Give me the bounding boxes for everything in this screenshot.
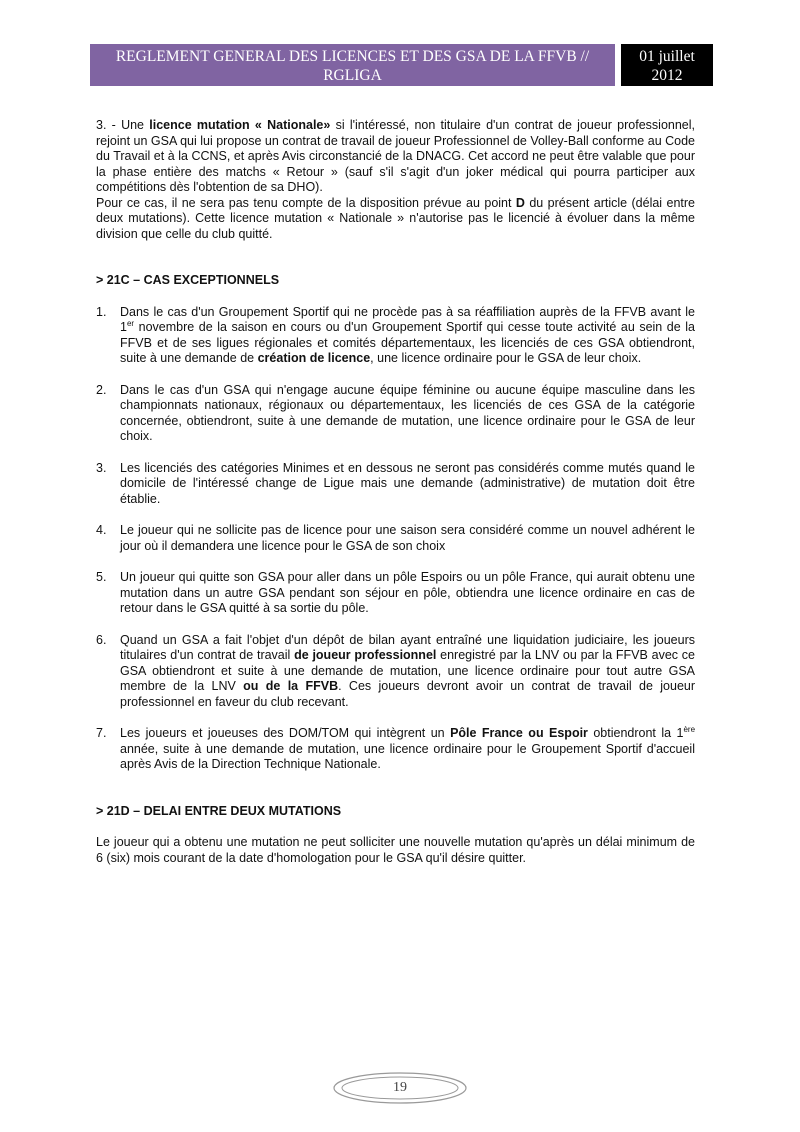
paragraph-delai-exception: Pour ce cas, il ne sera pas tenu compte de la disposition prévue au point D du présent article (délai entre deux mutations). Cette licence mutation « Nationale » n'autorise pas le licencié à évoluer dans la même division que celle du club quitté. — [96, 195, 695, 241]
list-item: 6. Quand un GSA a fait l'objet d'un dépôt de bilan ayant entraîné une liquidation judiciaire, les joueurs titulaires d'un contrat de travail de joueur professionnel enregistré par la LNV ou par la FFVB avec ce GSA obtiendront et suite à une demande de mutation, une licence ordinaire pour tout autre GSA membre de la LNV ou de la FFVB. Ces joueurs devront avoir un contrat de travail de joueur professionnel en faveur du club recevant. — [96, 632, 696, 709]
list-item: 4. Le joueur qui ne sollicite pas de licence pour une saison sera considéré comme un nouvel adhérent le jour où il demandera une licence pour le GSA de son choix — [96, 523, 695, 553]
page-footer — [330, 1070, 470, 1106]
document-title-line2: RGLIGA — [323, 67, 382, 84]
list-item: 5. Un joueur qui quitte son GSA pour aller dans un pôle Espoirs ou un pôle France, qui aurait obtenu une mutation dans un autre GSA pendant son séjour en pôle, obtiendra une licence ordinaire en cas de retour dans le GSA quitté à sa sortie du pôle. — [96, 570, 695, 615]
page-content — [96, 118, 695, 866]
document-date-line2: 2012 — [651, 67, 683, 84]
section-heading-21d: > 21D – DELAI ENTRE DEUX MUTATIONS — [96, 803, 342, 818]
document-title-banner — [90, 44, 615, 86]
document-title-line1: REGLEMENT GENERAL DES LICENCES ET DES GSA DE LA FFVB // — [115, 48, 590, 65]
document-date-banner — [621, 44, 713, 86]
page-number: 19 — [393, 1080, 407, 1095]
paragraph-licence-nationale: 3. - Une licence mutation « Nationale» si l'intéressé, non titulaire d'un contrat de joueur professionnel, rejoint un GSA qui lui propose un contrat de travail de joueur Professionnel de Volley-Ball conforme au Code du Travail et à la CCNS, et après Avis circonstancié de la DNACG. Cet accord ne peut être valable que pour la phase entière des matchs « Retour » (sauf s'il s'agit d'un joker médical qui pourra participer aux compétitions dès l'obtention de sa DHO). — [96, 118, 695, 194]
list-item: 1. Dans le cas d'un Groupement Sportif qui ne procède pas à sa réaffiliation auprès de la FFVB avant le 1er novembre de la saison en cours ou d'un Groupement Sportif qui cesse toute activité au sein de la FFVB et de ses ligues régionales et comités départementaux, les licenciés de ces GSA obtiendront, suite à une demande de création de licence, une licence ordinaire pour le GSA de leur choix. — [96, 304, 695, 365]
list-item: 2. Dans le cas d'un GSA qui n'engage aucune équipe féminine ou aucune équipe masculine dans les championnats nationaux, régionaux ou départementaux, les licenciés de ces GSA de la catégorie concernée, obtiendront, suite à une demande de mutation, une licence ordinaire pour le GSA de leur choix. — [96, 382, 695, 443]
list-item: 7. Les joueurs et joueuses des DOM/TOM qui intègrent un Pôle France ou Espoir obtiendront la 1ère année, suite à une demande de mutation, une licence ordinaire pour le Groupement Sportif d'accueil après Avis de la Direction Technique Nationale. — [96, 724, 696, 771]
section-heading-21c: > 21C – CAS EXCEPTIONNELS — [96, 273, 280, 287]
paragraph-delai-mutations: Le joueur qui a obtenu une mutation ne peut solliciter une nouvelle mutation qu'après un délai minimum de 6 (six) mois courant de la date d'homologation pour le GSA qu'il désire quitter. — [96, 835, 695, 865]
exceptional-cases-list — [96, 305, 695, 773]
document-date-line1: 01 juillet — [639, 48, 695, 65]
list-item: 3. Les licenciés des catégories Minimes et en dessous ne seront pas considérés comme mutés quand le domicile de l'intéressé change de Ligue mais une demande (administrative) de mutation doit être établie. — [96, 460, 695, 506]
